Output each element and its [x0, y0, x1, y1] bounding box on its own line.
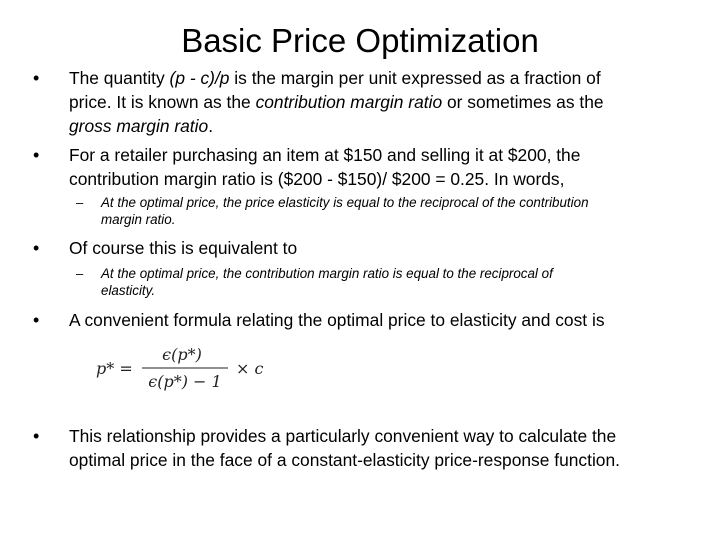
bullet-text: [69, 236, 719, 260]
bullet-text: [69, 308, 719, 332]
sub-bullet-text: [101, 265, 701, 299]
text-line: For a retailer purchasing an item at $150 and selling it at $200, the: [69, 145, 581, 165]
italic-term: contribution margin ratio: [255, 92, 443, 112]
text-line: This relationship provides a particularly convenient way to calculate the: [69, 426, 617, 446]
sub-bullet-marker: –: [76, 195, 84, 210]
text-line: optimal price in the face of a constant-elasticity price-response function.: [69, 450, 620, 470]
sub-bullet-marker: –: [76, 266, 84, 281]
bullet-marker: •: [33, 68, 40, 88]
formula-times-cost: × c: [236, 359, 264, 378]
bullet-text: [69, 143, 719, 191]
text-line: contribution margin ratio is ($200 - $150)/ $200 = 0.25. In words,: [69, 169, 565, 189]
formula-graphic: [96, 338, 286, 400]
text-line: Of course this is equivalent to: [69, 238, 298, 258]
bullet-marker: •: [33, 238, 40, 258]
text-line: price. It is known as the contribution margin ratio or sometimes as the: [69, 92, 604, 112]
italic-term: (p - c)/p: [169, 68, 230, 88]
text-line: A convenient formula relating the optimal price to elasticity and cost is: [69, 310, 605, 330]
bullet-marker: •: [33, 145, 40, 165]
text-line: elasticity.: [101, 283, 156, 298]
bullet-text: [69, 424, 719, 472]
text-line: gross margin ratio.: [69, 116, 214, 136]
bullet-marker: •: [33, 426, 40, 446]
formula-numerator: ϵ(p*): [162, 345, 202, 364]
bullet-text: [69, 66, 719, 138]
text-line: At the optimal price, the contribution margin ratio is equal to the reciprocal of: [101, 266, 553, 281]
bullet-marker: •: [33, 310, 40, 330]
italic-term: gross margin ratio: [69, 116, 209, 136]
text-line: The quantity (p - c)/p is the margin per unit expressed as a fraction of: [69, 68, 601, 88]
text-line: At the optimal price, the price elasticity is equal to the reciprocal of the contribution: [101, 195, 589, 210]
optimal-price-formula: [96, 338, 286, 400]
text-line: margin ratio.: [101, 212, 176, 227]
slide-title: Basic Price Optimization: [181, 22, 539, 59]
formula-denominator: ϵ(p*) − 1: [148, 372, 222, 391]
sub-bullet-text: [101, 194, 701, 228]
formula-lhs: p* =: [96, 359, 133, 378]
